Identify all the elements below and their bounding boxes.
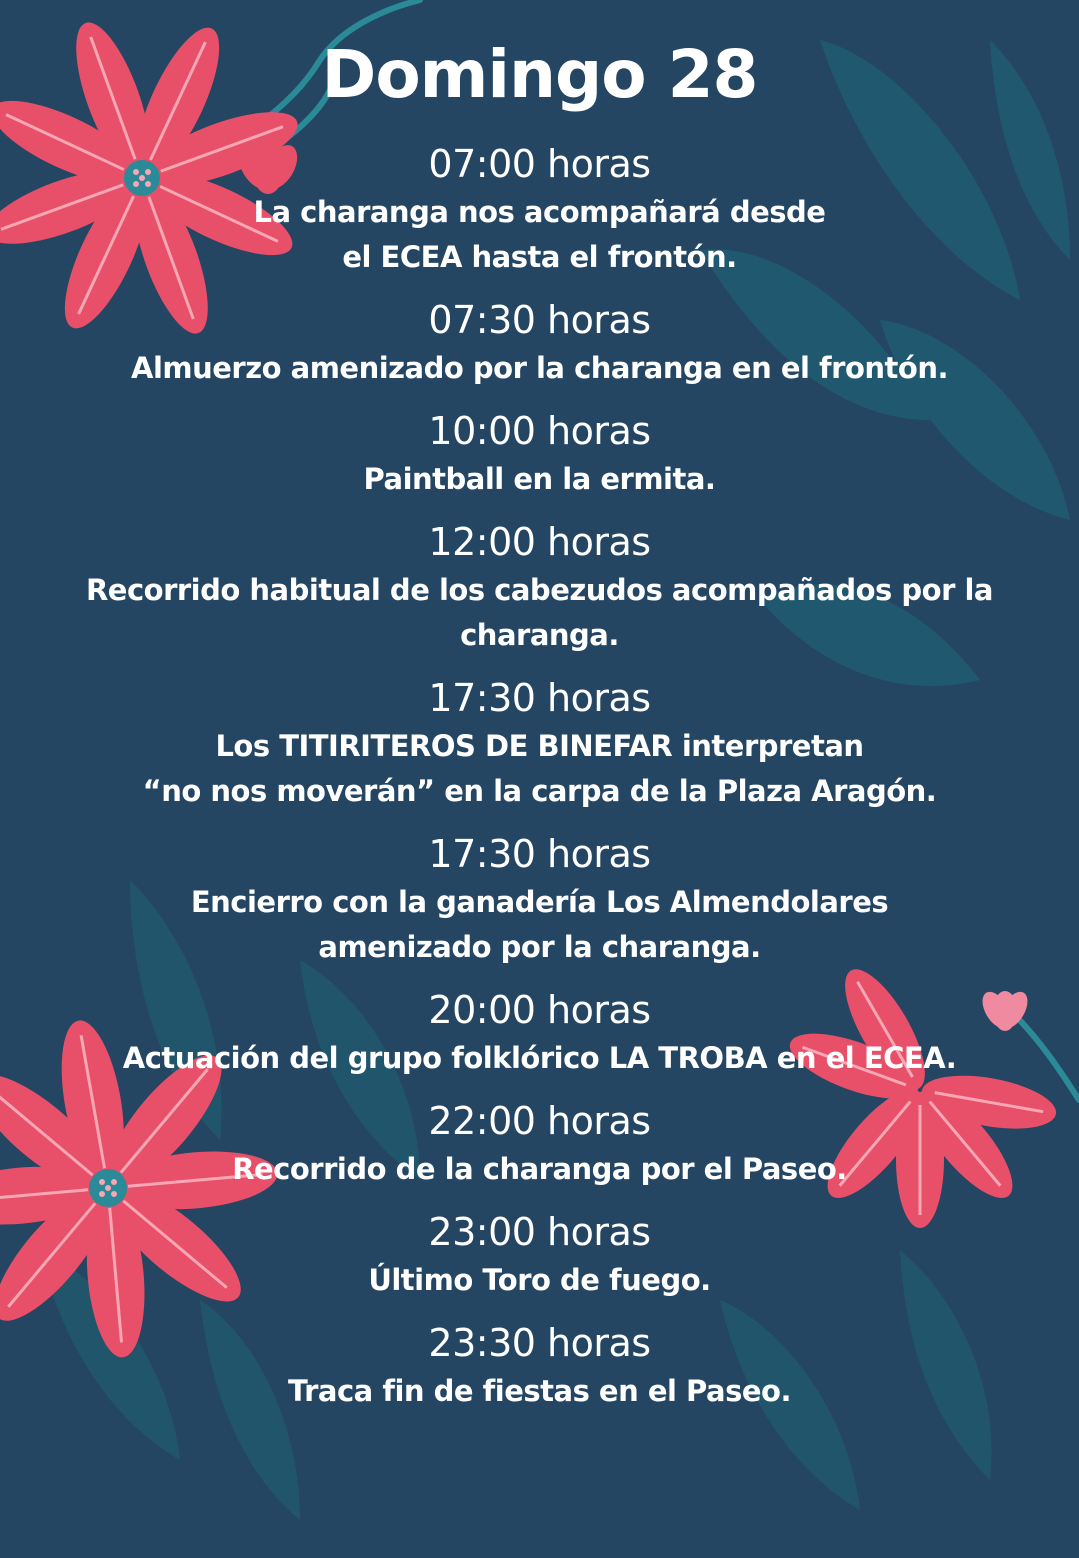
event-time: 17:30 horas (428, 832, 651, 876)
event-time: 12:00 horas (428, 520, 651, 564)
schedule-list (0, 138, 1079, 1428)
event-description: Actuación del grupo folklórico LA TROBA en el ECEA. (122, 1041, 957, 1075)
schedule-item (0, 1317, 1079, 1414)
event-time: 22:00 horas (428, 1099, 651, 1143)
event-description: Almuerzo amenizado por la charanga en el frontón. (131, 351, 948, 385)
event-time: 07:00 horas (428, 142, 651, 186)
event-description: Recorrido habitual de los cabezudos acompañados por la charanga. (85, 573, 994, 652)
event-description: Traca fin de fiestas en el Paseo. (288, 1374, 791, 1408)
schedule-item (0, 672, 1079, 814)
schedule-item (0, 294, 1079, 391)
schedule-item (0, 828, 1079, 970)
schedule-item (0, 405, 1079, 502)
event-time: 17:30 horas (428, 676, 651, 720)
schedule-item (0, 984, 1079, 1081)
schedule-item (0, 138, 1079, 280)
event-description: Recorrido de la charanga por el Paseo. (232, 1152, 847, 1186)
event-time: 20:00 horas (428, 988, 651, 1032)
event-time: 10:00 horas (428, 409, 651, 453)
event-description: Último Toro de fuego. (368, 1263, 711, 1297)
event-time: 23:00 horas (428, 1210, 651, 1254)
event-description: Encierro con la ganadería Los Almendolares amenizado por la charanga. (190, 885, 889, 964)
event-time: 07:30 horas (428, 298, 651, 342)
event-description: Paintball en la ermita. (363, 462, 716, 496)
page-title: Domingo 28 (321, 36, 758, 113)
event-description: Los TITIRITEROS DE BINEFAR interpretan “no nos moverán” en la carpa de la Plaza Aragón. (142, 729, 937, 808)
event-time: 23:30 horas (428, 1321, 651, 1365)
schedule-item (0, 1206, 1079, 1303)
event-description: La charanga nos acompañará desde el ECEA hasta el frontón. (253, 195, 826, 274)
schedule-item (0, 1095, 1079, 1192)
schedule-item (0, 516, 1079, 658)
